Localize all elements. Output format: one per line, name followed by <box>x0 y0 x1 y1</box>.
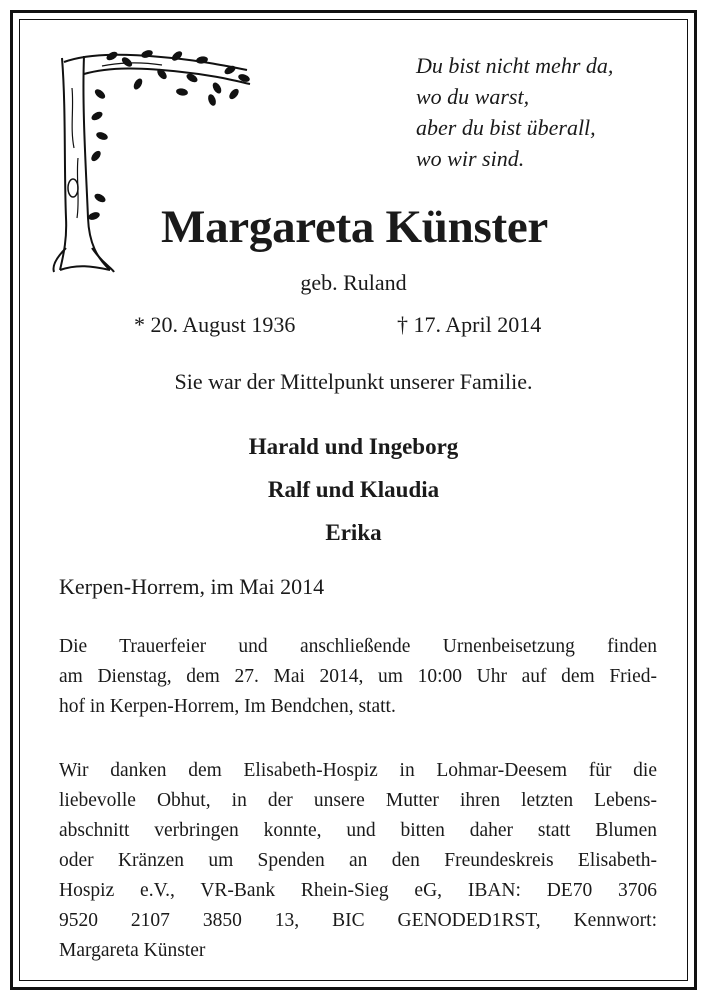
poem-line: aber du bist überall, <box>416 115 596 140</box>
motto: Sie war der Mittelpunkt unserer Familie. <box>174 369 533 394</box>
deceased-name-text: Margareta Künster <box>161 201 548 253</box>
thanks-paragraph <box>59 756 657 966</box>
mourner: Harald und Ingeborg <box>248 434 459 459</box>
mourner: Erika <box>325 520 382 545</box>
poem-line: wo du warst, <box>416 84 530 109</box>
mourners-list <box>0 425 707 554</box>
paragraph-line: liebevolle Obhut, in der unsere Mutter ihren letzten Lebens- <box>59 790 657 811</box>
paragraph-line: abschnitt verbringen konnte, und bitten daher statt Blumen <box>59 820 657 841</box>
place-date: Kerpen-Horrem, im Mai 2014 <box>59 574 325 599</box>
ceremony-paragraph <box>59 632 657 722</box>
paragraph-line: Wir danken dem Elisabeth-Hospiz in Lohmar-Deesem für die <box>59 760 657 781</box>
paragraph-line: 9520 2107 3850 13, BIC GENODED1RST, Kennwort: <box>59 910 657 931</box>
paragraph-line: Margareta Künster <box>59 940 206 961</box>
birth-date: * 20. August 1936 <box>134 312 296 337</box>
paragraph-line: Hospiz e.V., VR-Bank Rhein-Sieg eG, IBAN: DE70 3706 <box>59 880 657 901</box>
mourner: Ralf und Klaudia <box>267 477 440 502</box>
birth-name: geb. Ruland <box>300 270 407 295</box>
paragraph-line: am Dienstag, dem 27. Mai 2014, um 10:00 Uhr auf dem Fried- <box>59 666 657 687</box>
poem-line: wo wir sind. <box>416 146 525 171</box>
deceased-name <box>0 200 707 254</box>
paragraph-line: hof in Kerpen-Horrem, Im Bendchen, statt. <box>59 696 396 717</box>
paragraph-line: oder Kränzen um Spenden an den Freundeskreis Elisabeth- <box>59 850 657 871</box>
death-date: † 17. April 2014 <box>397 312 542 337</box>
poem-line: Du bist nicht mehr da, <box>416 53 614 78</box>
poem <box>416 50 613 174</box>
paragraph-line: Die Trauerfeier und anschließende Urnenbeisetzung finden <box>59 636 657 657</box>
